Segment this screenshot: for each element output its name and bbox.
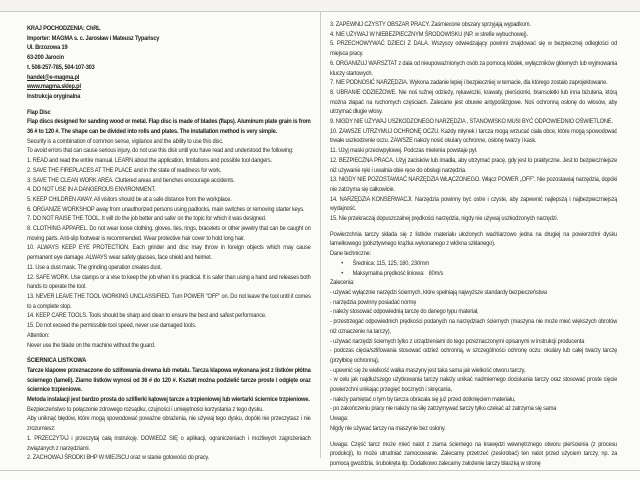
note-text: Nigdy nie używać tarczy na maszynie bez osłony. — [330, 424, 446, 432]
list-item: - upewnić się że wielkość wałka maszyny jest taka sama jak wielkość otworu tarczy, — [330, 366, 526, 374]
list-item: - narzędzia powinny posiadać normę — [330, 298, 417, 306]
bullet-marker: • — [341, 269, 344, 277]
list-item: 8. UBRANIE ODZIEŻOWE. Nie noś luźnej odzieży, rękawiczki, krawaty, pierścionki, bransoletki lub inna biżuteria, którą można złapać na ruchomych częściach. Zalecane jest obuwie antypoślizgowe. Noś ochronną osłonę do włosów, aby utrzymać długie włosy. — [330, 88, 618, 116]
list-item: 1. PRZECZYTAJ i przeczytaj całą instrukcję. DOWIEDZ SIĘ o aplikacji, ograniczeniach i możliwych zagrożeniach związanych z narzędziami. — [27, 434, 311, 452]
section-title-flap-disc: Flap Disc — [27, 108, 51, 116]
list-item: 9. NIGDY NIE UŻYWAJ USZKODZONEGO NARZĘDZIA , STANOWISKO MUSI BYĆ ODPOWIEDNIO OŚWIETLONE. — [330, 118, 613, 126]
column-divider — [320, 12, 321, 458]
paragraph: Metoda instalacji jest bardzo prosta do szlifierki kątowej tarcze a trzpieniowej lub wiertarki ściernice trzpieniowe. — [27, 396, 310, 404]
attention-text: Never use the blade on the machine without the guard. — [27, 341, 156, 349]
list-item: - używać wyłącznie narzędzi ściernych, które spełniają najwyższe standardy bezpieczeństwa — [330, 288, 547, 296]
list-item: 2. SAVE THE FIREPLACES AT THE PLACE and in the state of readiness for work. — [27, 166, 222, 174]
paragraph: Security is a combination of common sense, vigilance and the ability to use this disc. — [27, 137, 224, 145]
attention-label: Attention: — [27, 331, 50, 339]
list-item: 13. NIGDY NIE POZOSTAWIAĆ NARZĘDZIA WŁĄCZONEGO. Włącz POWER „OFF”. Nie pozostawiaj narzędzia, dopóki nie zatrzyma się całkowicie. — [330, 176, 618, 193]
list-item: - używać narzędzi ściernych tylko z urządzeniami do tego przeznaczonymi opisanymi w instrukcji producenta — [330, 337, 585, 345]
list-item: 6. ORGANIZUJ WARSZTAT z dala od nieupoważnionych osób za pomocą kłódek, wyłączników głównych lub wyjmowania kluczy startowych. — [330, 59, 618, 77]
address-street: Ul. Brzozowa 19 — [27, 44, 68, 52]
list-item: 13. NEVER LEAVE THE TOOL WORKING UNCLASSIFIED. Turn POWER "OFF" on. Do not leave the tool until it comes to a complete stop. — [27, 292, 311, 310]
right-column — [330, 20, 617, 469]
list-item: 6. ORGANIZE WORKSHOP away from unauthorized persons using padlocks, main switches or removing starter keys. — [27, 205, 305, 213]
list-item: 10. ZAWSZE UTRZYMUJ OCHRONĘ OCZU. Każdy młynek i tarcza mogą wrzucać ciała obce, które mogą spowodować trwałe uszkodzenie oczu. ZAWSZE należy nosić okulary ochronne, osłonę twarzy i kask. — [330, 127, 618, 145]
bullet-marker: • — [341, 259, 344, 267]
spec-max-speed: • Maksymalna prędkość liniowa: 80m/s — [341, 269, 444, 277]
paragraph: To avoid errors that can cause serious injury, do not use this disk until you have read and understood the following: — [27, 147, 294, 155]
list-item: - w celu jak najdłuższego użytkowania tarczy należy unikać nadmiernego dociskania tarczy oraz stosować proste cięcie powierzchni unikając przegięć bocznych i skręcania, — [330, 376, 618, 394]
paragraph: Powierzchnia tarczy składa się z listków materiału ułożonych wachlarzowo jedna na drugiej na powierzchni dysku lamelkowego (półsztywnego krążka wykonanego z włókna szklanego). — [330, 230, 618, 248]
list-item: 14. KEEP CARE TOOLS. Tools should be sharp and clean to ensure the best and safest performance. — [27, 312, 267, 320]
list-item: - należy stosować odpowiednią tarczę do danego typu materiał, — [330, 308, 479, 316]
list-item: 10. ALWAYS KEEP EYE PROTECTION. Each grinder and disc may throw in foreign objects which may cause permanent eye damage. ALWAYS wear safety glasses, face shield and helmet. — [27, 244, 311, 262]
list-item: 12. BEZPIECZNA PRACA. Użyj zacisków lub imadła, aby utrzymać pracę, gdy jest to praktyczne. Jest to bezpieczniejsze niż używanie ręki i uwalnia obie ręce do obsługi narzędzia. — [330, 156, 618, 174]
list-item: 11. Użyj maski przeciwpyłowej. Podczas mielenia powstaje pył. — [330, 147, 478, 155]
list-item: 5. KEEP CHILDREN AWAY. All visitors should be at a safe distance from the workplace. — [27, 195, 232, 203]
list-item: 5. PRZECHOWYWAĆ DZIECI Z DALA. Wszyscy odwiedzający powinni znajdować się w bezpiecznej odległości od miejsca pracy. — [330, 40, 618, 58]
list-item: 3. SAVE THE CLEAN WORK AREA. Cluttered areas and benches encourage accidents. — [27, 176, 235, 184]
list-item: 3. ZAPEWNIJ CZYSTY OBSZAR PRACY. Zaśmiecone obszary sprzyjają wypadkom. — [330, 21, 531, 28]
list-item: 8. CLOTHING APPAREL. Do not wear loose clothing, gloves, ties, rings, bracelets or other jewelry that can be caught on moving parts. Anti-slip footwear is recommended. Wear protective hair cover to hold long hair. — [27, 225, 311, 242]
list-item: 15. Do not exceed the permissible tool speed, never use damaged tools. — [27, 322, 197, 330]
spec-diameter: • Średnica: 115, 125, 180, 230mm — [341, 259, 430, 267]
left-column — [27, 24, 311, 463]
list-item: - podczas cięcia/szlifowania stosować odzież ochronną, w szczególności ochronę oczu: okulary lub całej twarzy tarczę (przyłbicę ochronną), — [330, 347, 618, 364]
list-item: 12. SAFE WORK. Use clamps or a vise to keep the job when it is practical. It is safer than using a hand and releases both hands to operate the tool. — [27, 273, 311, 291]
list-item: 7. NIE PODNOSIĆ NARZĘDZIA. Wykona zadanie lepiej i bezpieczniej w temacie, dla którego zostało zaprojektowane. — [330, 79, 608, 87]
phone-line: t. 508-257-785, 504-107-303 — [27, 63, 95, 71]
website-link[interactable]: www.magma.sklep.pl — [27, 83, 81, 91]
list-item: 1. READ and read the entire manual. LEARN about the application, limitations and possible tool dangers. — [27, 157, 272, 165]
paragraph: Bezpieczeństwo to połączenie zdrowego rozsądku, czujności i umiejętności korzystania z tego dysku. — [27, 405, 264, 413]
recommendations-label: Zalecenia: — [330, 279, 355, 287]
address-city: 63-200 Jarocin — [27, 54, 64, 62]
note-paragraph: Uwaga: Część tarcz może mieć nalot z ziarna ściernego na krawędzi wewnętrznego otworu pierścienia (z procesu produkcji), to może utrudniać zamocowanie. Zalecamy przetrzeć (zeskrobać) ten nalot przed użyciem tarczy, np. za pomocą gwoździa, śrubokręta itp. Dodatkowo zalecamy założenie tarczy blaszką w stronę — [330, 440, 618, 467]
list-item: - po zakończeniu pracy nie należy na siłę zatrzymywać tarczy tylko czekać aż zatrzyma się sama — [330, 405, 557, 413]
list-item: 14. NARZĘDZIA KONSERWACJI. Narzędzia powinny być ostre i czyste, aby zapewnić najlepszą i najbezpieczniejszą wydajność. — [330, 195, 618, 213]
list-item: - należy pamiętać o tym by tarcza obracała się już przed dotknięciem materiału, — [330, 395, 516, 403]
country-of-origin: KRAJ POCHODZENIA: ChRL — [27, 25, 101, 32]
bottom-rule — [0, 470, 640, 471]
note-label: Uwaga: — [330, 415, 349, 423]
paragraph: Flap discs designed for sanding wood or metal. Flap disc is made of blades (flaps). Aluminum plate grain is from 36 # to 120 #. The shape can be divided into rolls and plates. The installation method is very simple. — [27, 118, 311, 136]
list-item: - przestrzegać odpowiednich prędkości podanych na narzędziach ściernych (maszyna nie może mieć większych obrotów niż oznaczenie na tarczy), — [330, 318, 618, 335]
email-link[interactable]: handel@e-magma.pl — [27, 73, 80, 81]
scan-top-strip — [0, 0, 640, 11]
importer-line: Importer: MAGMA s. c. Jarosław i Mateusz Typańscy — [27, 34, 160, 42]
paragraph: Tarcze klapowe przeznaczone do szlifowania drewna lub metalu. Tarcza klapowa wykonana jest z listków płótna ściernego (lameli). Ziarno listków wynosi od 36 # do 120 #. Kształt można podzielić tarcze proste i odgięte oraz ściernice trzpieniowe. — [27, 366, 311, 394]
technical-data-label: Dane techniczne: — [330, 250, 371, 258]
list-item: 4. NIE UŻYWAJ W NIEBEZPIECZNYM ŚRODOWISKU (NP. w strefie wybuchowej). — [330, 30, 528, 38]
list-item: 11. Use a dust mask. The grinding operation creates dust. — [27, 263, 162, 271]
list-item: 7. DO NOT RAISE THE TOOL. It will do the job better and safer on the topic for which it was designed. — [27, 215, 267, 223]
section-title-sciernica: ŚCIERNICA LISTKOWA — [27, 357, 87, 365]
list-item: 4. DO NOT USE IN A DANGEROUS ENVIRONMENT. — [27, 186, 156, 194]
list-item: 15. Nie przekraczaj dopuszczalnej prędkości narzędzia, nigdy nie używaj uszkodzonych narzędzi. — [330, 215, 558, 223]
original-instruction-label: Instrukcja oryginalna — [27, 92, 81, 100]
paragraph: Aby uniknąć błędów, które mogą spowodować poważne obrażenia, nie używaj tego dysku, dopóki nie przeczytasz i nie zrozumiesz: — [27, 415, 311, 433]
list-item: 2. ZACHOWAJ ŚRODKI BHP W MIEJSCU oraz w stanie gotowości do pracy. — [27, 454, 209, 462]
